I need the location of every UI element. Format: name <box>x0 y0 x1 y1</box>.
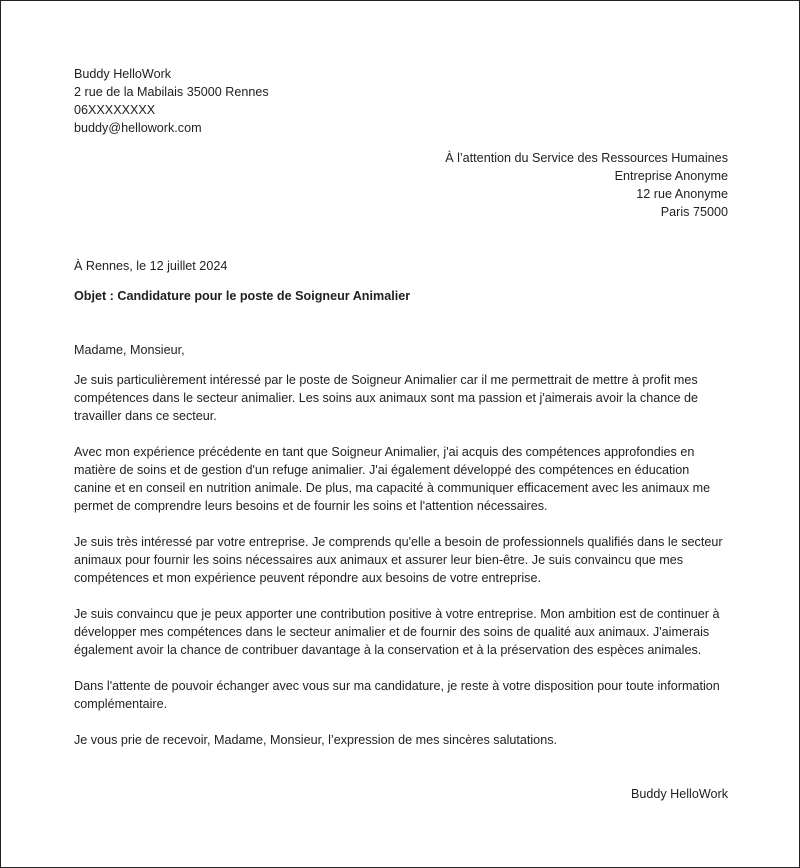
body-paragraph: Avec mon expérience précédente en tant que Soigneur Animalier, j'ai acquis des compétences approfondies en matière de soins et de gestion d'un refuge animalier. J'ai également développé des compétences en éducation canine et en conseil en nutrition animale. De plus, ma capacité à communiquer efficacement avec les animaux me permet de comprendre leurs besoins et de fournir les soins et l'attention nécessaires. <box>74 445 711 513</box>
body-paragraph: Je suis très intéressé par votre entreprise. Je comprends qu'elle a besoin de professionnels qualifiés dans le secteur animaux pour fournir les soins nécessaires aux animaux et assurer leur bien-être. Je suis convaincu que mes compétences et mon expérience peuvent répondre aux besoins de votre entreprise. <box>74 535 723 585</box>
recipient-block <box>74 149 728 221</box>
sender-block <box>74 65 728 137</box>
sender-email: buddy@hellowork.com <box>74 121 202 135</box>
body-paragraph: Dans l'attente de pouvoir échanger avec vous sur ma candidature, je reste à votre disposition pour toute information complémentaire. <box>74 679 720 711</box>
recipient-attention: À l’attention du Service des Ressources Humaines <box>445 151 728 165</box>
body-paragraph: Je suis particulièrement intéressé par le poste de Soigneur Animalier car il me permettrait de mettre à profit mes compétences dans le secteur animalier. Les soins aux animaux sont ma passion et j'aimerais avoir la chance de travailler dans ce secteur. <box>74 373 699 423</box>
closing-paragraph: Je vous prie de recevoir, Madame, Monsieur, l’expression de mes sincères salutations. <box>74 733 557 747</box>
salutation: Madame, Monsieur, <box>74 343 185 357</box>
signature: Buddy HelloWork <box>630 787 728 801</box>
subject-line: Objet : Candidature pour le poste de Soigneur Animalier <box>74 289 411 303</box>
sender-address: 2 rue de la Mabilais 35000 Rennes <box>74 85 269 99</box>
recipient-street: 12 rue Anonyme <box>636 187 728 201</box>
body-paragraph: Je suis convaincu que je peux apporter une contribution positive à votre entreprise. Mon ambition est de continuer à développer mes compétences dans le secteur animalier et de fournir des soins de qualité aux animaux. J'aimerais également avoir la chance de contribuer davantage à la conservation et à la préservation des espèces animales. <box>74 607 720 657</box>
date-line: À Rennes, le 12 juillet 2024 <box>74 259 228 273</box>
recipient-company: Entreprise Anonyme <box>614 169 728 183</box>
sender-name: Buddy HelloWork <box>74 67 172 81</box>
sender-phone: 06XXXXXXXX <box>74 103 156 117</box>
recipient-city: Paris 75000 <box>660 205 728 219</box>
letter-body <box>74 65 728 803</box>
